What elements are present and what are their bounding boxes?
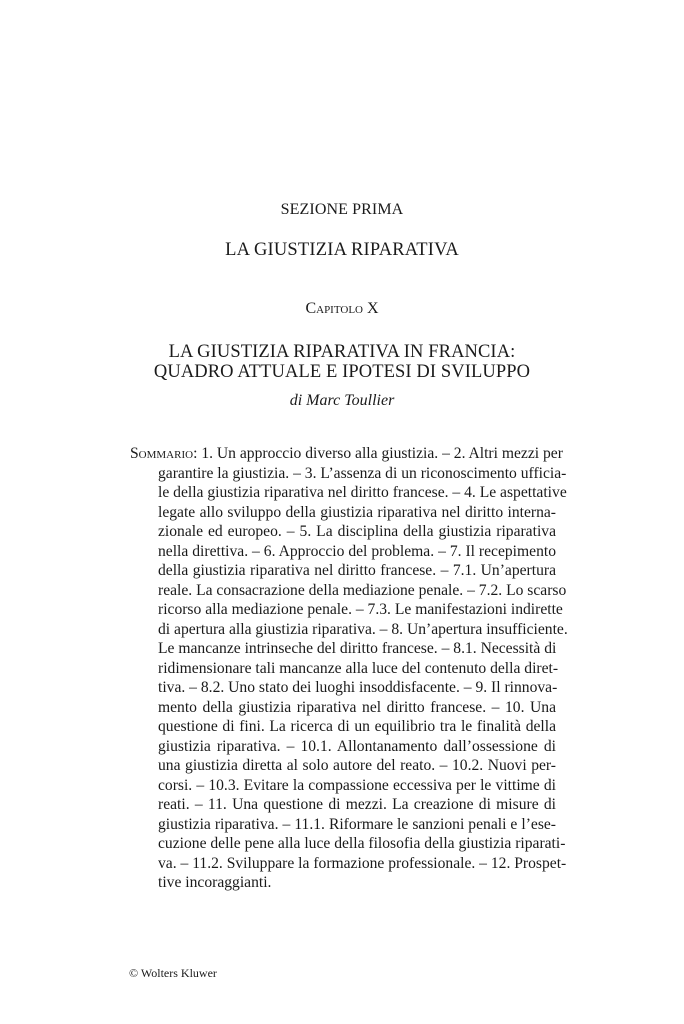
summary-line: cuzione delle pene alla luce della filosofia della giustizia riparati- <box>158 835 566 852</box>
summary-line <box>130 444 563 464</box>
summary-block <box>130 444 568 893</box>
summary-line: ridimensionare tali mancanze alla luce del contenuto della diret- <box>158 659 559 677</box>
summary-line: garantire la giustizia. – 3. L’assenza di un riconoscimento ufficia- <box>158 464 567 482</box>
summary-line: mento della giustizia riparativa nel diritto francese. – 10. Una <box>158 698 556 716</box>
summary-line: reati. – 11. Una questione di mezzi. La creazione di misure di <box>158 796 556 813</box>
chapter-title-line-2: QUADRO ATTUALE E IPOTESI DI SVILUPPO <box>153 362 531 382</box>
summary-line: zionale ed europeo. – 5. La disciplina della giustizia riparativa <box>158 523 556 540</box>
summary-line: una giustizia diretta al solo autore del reato. – 10.2. Nuovi per- <box>158 757 556 774</box>
summary-line: le della giustizia riparativa nel diritto francese. – 4. Le aspettative <box>158 484 567 501</box>
summary-line: tive incoraggianti. <box>158 874 272 891</box>
summary-line: di apertura alla giustizia riparativa. – 8. Un’apertura insufficiente. <box>158 620 568 638</box>
summary-line: reale. La consacrazione della mediazione penale. – 7.2. Lo scarso <box>158 581 567 599</box>
chapter-title <box>0 342 684 382</box>
section-title: LA GIUSTIZIA RIPARATIVA <box>225 240 459 260</box>
chapter-label-word: Capitolo <box>305 300 363 317</box>
summary-line: legate allo sviluppo della giustizia riparativa nel diritto interna- <box>158 503 556 521</box>
summary-line: corsi. – 10.3. Evitare la compassione eccessiva per le vittime di <box>158 776 556 794</box>
summary-line: ricorso alla mediazione penale. – 7.3. Le manifestazioni indirette <box>158 601 563 618</box>
summary-line: Le mancanze intrinseche del diritto francese. – 8.1. Necessità di <box>158 640 557 657</box>
summary-line-text: 1. Un approccio diverso alla giustizia. – 2. Altri mezzi per <box>201 445 563 462</box>
summary-line: va. – 11.2. Sviluppare la formazione professionale. – 12. Prospet- <box>158 854 567 872</box>
summary-line: tiva. – 8.2. Uno stato dei luoghi insoddisfacente. – 9. Il rinnova- <box>158 679 558 696</box>
chapter-label <box>0 300 684 318</box>
section-label: SEZIONE PRIMA <box>280 201 404 218</box>
summary-line: della giustizia riparativa nel diritto francese. – 7.1. Un’apertura <box>158 562 556 579</box>
summary-line: nella direttiva. – 6. Approccio del problema. – 7. Il recepimento <box>158 542 556 560</box>
summary-line: giustizia riparativa. – 11.1. Riformare le sanzioni penali e l’ese- <box>158 815 556 833</box>
chapter-number: X <box>366 300 379 317</box>
summary-line: giustizia riparativa. – 10.1. Allontanamento dall’ossessione di <box>158 737 556 755</box>
chapter-title-line-1: LA GIUSTIZIA RIPARATIVA IN FRANCIA: <box>168 342 516 362</box>
author-byline: di Marc Toullier <box>289 392 395 409</box>
summary-lead: Sommario: <box>130 445 198 462</box>
copyright-footer: © Wolters Kluwer <box>129 966 217 980</box>
summary-line: questione di fini. La ricerca di un equilibrio tra le finalità della <box>158 718 556 735</box>
